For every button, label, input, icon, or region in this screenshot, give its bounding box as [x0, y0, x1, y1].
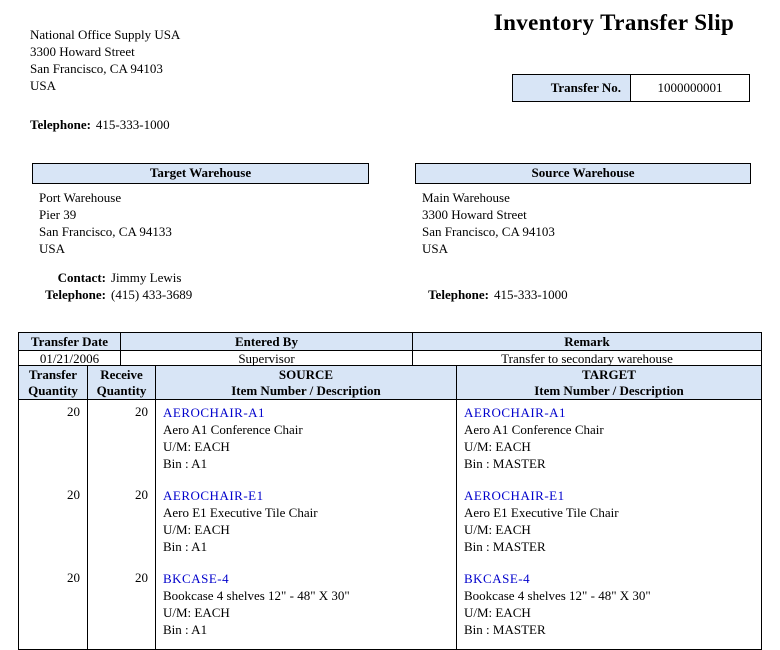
source-warehouse-header: Source Warehouse: [415, 163, 751, 184]
item-description: Aero E1 Executive Tile Chair: [163, 505, 318, 520]
target-warehouse-street: Pier 39: [39, 207, 77, 222]
transfer-items-table: [18, 365, 762, 650]
items-header-source: [156, 366, 457, 400]
transfer-qty-value: 20: [67, 404, 80, 419]
item-bin: Bin : MASTER: [464, 622, 546, 637]
target-phone-row: [32, 286, 369, 303]
item-number-link[interactable]: AEROCHAIR-A1: [163, 405, 266, 420]
target-item-column: [457, 400, 762, 650]
meta-header-row: [19, 333, 762, 351]
transfer-qty-value: 20: [67, 570, 80, 585]
company-city: San Francisco, CA 94103: [30, 61, 163, 76]
item-description: Aero A1 Conference Chair: [163, 422, 303, 437]
receive-qty-value: 20: [135, 487, 148, 502]
receive-qty-value: 20: [135, 570, 148, 585]
item-uom: U/M: EACH: [163, 439, 230, 454]
company-name: National Office Supply USA: [30, 27, 181, 42]
source-warehouse-country: USA: [422, 241, 449, 256]
items-header-transfer-qty: [19, 366, 88, 400]
target-warehouse-city: San Francisco, CA 94133: [39, 224, 172, 239]
meta-header-remark: Remark: [413, 333, 762, 351]
items-header-source-line1: SOURCE: [278, 367, 334, 382]
target-warehouse-contact-block: [32, 269, 369, 303]
source-item-block: [156, 566, 456, 649]
items-header-transfer-qty-line2: Quantity: [28, 383, 78, 398]
item-uom: U/M: EACH: [163, 605, 230, 620]
item-uom: U/M: EACH: [163, 522, 230, 537]
item-number-link[interactable]: AEROCHAIR-E1: [464, 488, 565, 503]
item-number-link[interactable]: BKCASE-4: [464, 571, 531, 586]
item-description: Aero A1 Conference Chair: [464, 422, 604, 437]
item-bin: Bin : A1: [163, 539, 208, 554]
receive-qty-column: [88, 400, 156, 650]
item-description: Aero E1 Executive Tile Chair: [464, 505, 619, 520]
source-warehouse-address: [415, 184, 751, 257]
page-title: Inventory Transfer Slip: [493, 10, 735, 35]
item-bin: Bin : A1: [163, 456, 208, 471]
target-item-block: [457, 400, 761, 483]
meta-header-transfer-date: Transfer Date: [19, 333, 121, 351]
source-item-column: [156, 400, 457, 650]
items-header-row: [19, 366, 762, 400]
source-warehouse-block: [415, 163, 751, 303]
target-warehouse-block: [32, 163, 369, 303]
receive-qty-value: 20: [135, 404, 148, 419]
item-uom: U/M: EACH: [464, 605, 531, 620]
target-phone-label: Telephone:: [45, 287, 106, 302]
source-warehouse-name: Main Warehouse: [422, 190, 510, 205]
items-header-transfer-qty-line1: Transfer: [28, 367, 78, 382]
item-number-link[interactable]: BKCASE-4: [163, 571, 230, 586]
transfer-meta-table: [18, 332, 762, 368]
transfer-no-label: Transfer No.: [513, 75, 631, 101]
source-phone-label: Telephone:: [428, 287, 489, 302]
company-phone-value: 415-333-1000: [95, 117, 170, 132]
company-street: 3300 Howard Street: [30, 44, 135, 59]
target-contact-value: Jimmy Lewis: [111, 270, 182, 285]
meta-value-transfer-date: 01/21/2006: [19, 351, 121, 368]
target-item-block: [457, 483, 761, 566]
item-description: Bookcase 4 shelves 12" - 48" X 30": [464, 588, 651, 603]
meta-value-entered-by: Supervisor: [121, 351, 413, 368]
company-phone-label: Telephone:: [30, 117, 91, 132]
target-contact-row: [32, 269, 369, 286]
item-uom: U/M: EACH: [464, 522, 531, 537]
target-warehouse-country: USA: [39, 241, 66, 256]
target-phone-value: (415) 433-3689: [111, 287, 193, 302]
item-bin: Bin : MASTER: [464, 539, 546, 554]
source-item-block: [156, 483, 456, 566]
transfer-qty-value: 20: [67, 487, 80, 502]
item-number-link[interactable]: AEROCHAIR-A1: [464, 405, 567, 420]
items-header-source-line2: Item Number / Description: [231, 383, 381, 398]
source-phone-value: 415-333-1000: [494, 287, 568, 302]
transfer-qty-column: [19, 400, 88, 650]
items-header-receive-qty-line1: Receive: [100, 367, 143, 382]
target-warehouse-name: Port Warehouse: [39, 190, 122, 205]
target-item-block: [457, 566, 761, 649]
target-warehouse-address: [32, 184, 369, 257]
source-item-block: [156, 400, 456, 483]
transfer-no-value: 1000000001: [657, 80, 723, 95]
items-header-target-line1: TARGET: [582, 367, 636, 382]
item-bin: Bin : A1: [163, 622, 208, 637]
source-phone-row: [415, 286, 751, 303]
items-body-row: [19, 400, 762, 650]
item-number-link[interactable]: AEROCHAIR-E1: [163, 488, 264, 503]
items-header-receive-qty: [88, 366, 156, 400]
source-warehouse-city: San Francisco, CA 94103: [422, 224, 555, 239]
items-header-receive-qty-line2: Quantity: [96, 383, 147, 398]
item-uom: U/M: EACH: [464, 439, 531, 454]
meta-value-remark: Transfer to secondary warehouse: [413, 351, 762, 368]
target-warehouse-header: Target Warehouse: [32, 163, 369, 184]
item-description: Bookcase 4 shelves 12" - 48" X 30": [163, 588, 350, 603]
transfer-no-box: [512, 74, 750, 102]
company-address-block: [30, 26, 180, 133]
items-header-target: [457, 366, 762, 400]
item-bin: Bin : MASTER: [464, 456, 546, 471]
target-contact-label: Contact:: [57, 270, 106, 285]
items-header-target-line2: Item Number / Description: [534, 383, 684, 398]
company-phone-row: [30, 116, 180, 133]
source-warehouse-street: 3300 Howard Street: [422, 207, 527, 222]
company-country: USA: [30, 78, 57, 93]
meta-header-entered-by: Entered By: [121, 333, 413, 351]
